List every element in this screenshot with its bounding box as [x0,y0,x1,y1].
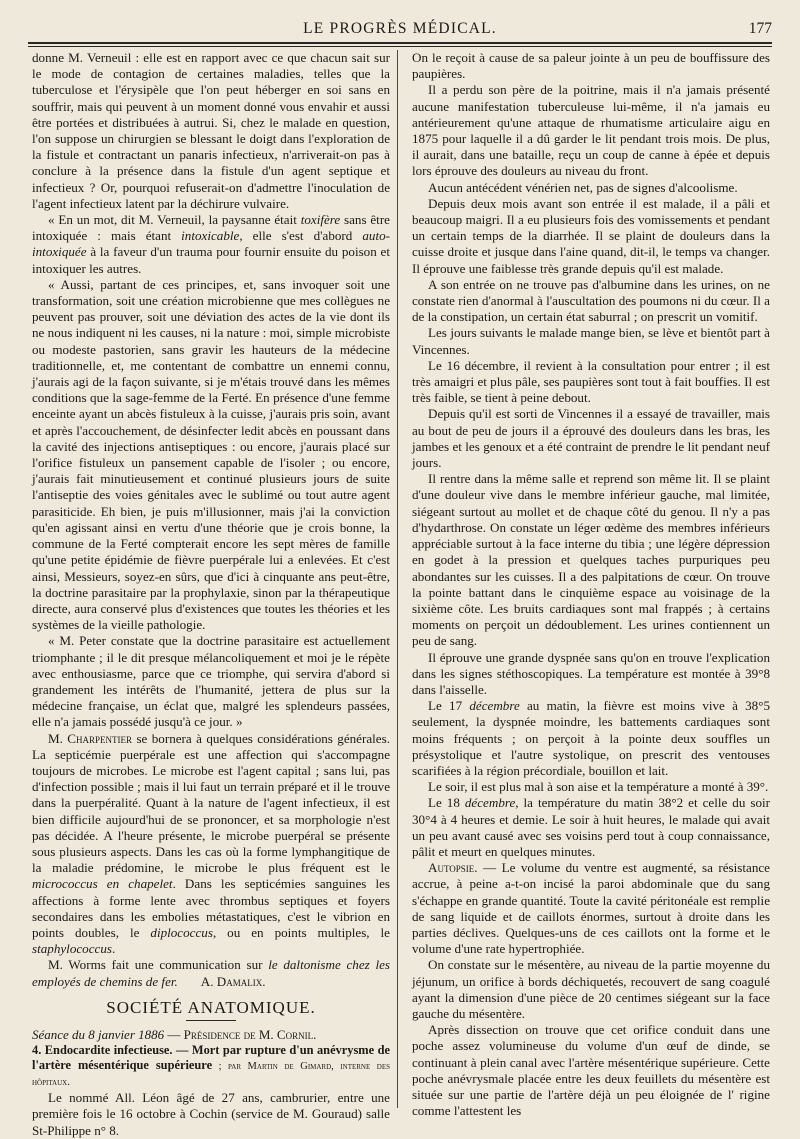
header-rule-thin [28,46,772,47]
paragraph: Après dissection on trouve que cet orifice conduit dans une poche assez volumineuse du volume d'un œuf de dinde, se continuant à plein canal avec l'artère mésentérique supérieure. Cette poche anévrysmale placée entre les deux feuillets du mésentère est située sur une partie de l'artère déjà un peu éloignée de l' rigine comme l'attestent les [412,1022,770,1119]
text: sans être intoxiquée : mais étant [32,212,390,244]
seance-line [32,1027,390,1043]
paragraph: Depuis deux mois avant son entrée il est malade, il a pâli et beaucoup maigri. Il a eu plusieurs fois des vomissements et pendant un certain temps de la diarrhée. Il se plaint de douleurs dans la cuisse droite et jusque dans l'aine quand, dit-il, le temps va changer. Il éprouve une faiblesse très grande depuis qu'il est malade. [412,195,770,276]
text: à la faveur d'un trauma pour fournir ensuite du poison et intoxiquer les autres. [32,244,390,276]
emphasis: micrococcus en chapelet [32,876,173,892]
emphasis: décembre [469,698,520,714]
emphasis: le daltonisme chez les employés de chemins de fer. [32,957,391,989]
paragraph: « M. Peter constate que la doctrine parasitaire est actuellement triomphante ; il le dit presque mélancoliquement et moi je le répète avec enthousiasme, parce que ce triomphe, qui servira d'abord si grandement les intérêts de l'humanité, jettera de plus sur la médecine française, un éclat que, malgré les splendeurs passées, elle n'a jamais possédé jusqu'à ce jour. » [32,633,390,730]
paragraph [32,731,390,958]
paragraph: Le nommé All. Léon âgé de 27 ans, cambrurier, entre une première fois le 16 octobre à Cochin (service de M. Gouraud) salle St-Philippe n° 8. [32,1090,390,1138]
paragraph [32,957,390,989]
text: . Dans les septicémies sanguines les affections à forme lente avec thrombus septiques et foyers secondaires dans les embolies métastatiques, c'est le vibrion en points doubles, le [32,876,390,940]
paragraph [412,860,770,957]
text: « En un mot, dit M. Verneuil, la paysanne était [48,212,301,228]
article-author: ; par Martin de Gimard, interne des hôpitaux. [32,1061,390,1089]
speaker-name: M. Charpentier [48,730,133,746]
right-column [412,50,771,1119]
article-heading [32,1043,390,1090]
emphasis: auto-intoxiquée [32,228,390,260]
column-divider [397,50,398,1108]
section-label: Autopsie. [428,860,478,876]
paragraph: Le soir, il est plus mal à son aise et la température a monté à 39°. [428,779,769,795]
text: — Le volume du ventre est augmenté, sa résistance accrue, à peine a-t-on incisé la paroi abdominale que du sang s'échappe en grande quantité. Toute la cavité péritonéale est remplie de sang liquide et de caillots énormes, surtout à droite dans les parties déclives. Quelques-uns de ces caillots ont la forme et le volume d'une rate hypertrophiée. [412,860,770,957]
running-head [28,20,772,40]
emphasis: décembre [464,795,516,811]
text: M. Worms fait une communication sur [48,957,269,973]
paragraph: Il éprouve une grande dyspnée sans qu'on en trouve l'explication dans les signes stéthoscopiques. La température est montée à 39°8 dans l'aisselle. [412,649,770,697]
emphasis: toxifère [300,212,341,228]
text: au matin, la fièvre est moins vive à 38°5 seulement, la dyspnée moindre, les battements cardiaques sont moins fréquents ; on perçoit à la pointe deux souffles un présystolique et l'autre systolique, on prescrit des ventouses scarifiées à la région précordiale, bouillon et lait. [412,698,770,778]
paragraph: donne M. Verneuil : elle est en rapport avec ce que chacun sait sur le mode de contagion de certaines maladies, telles que la tuberculose et l'érysipèle que l'on peut héberger en soi sans en souffrir, mais qui peuvent à un moment donné vous envahir et aussi être portées et distribuées à autrui. Si, chez le malade en question, l'on suppose un chirurgien se blessant le doigt dans l'exploration de la fistule et contractant un panaris infectieux, n'arriverait-on pas à conclure à la présence dans la fistule d'un agent septique et infectieux ? Or, pourquoi refuserait-on d'admettre l'inoculation de l'agent infectieux latent par la déchirure vulvaire. [32,50,390,211]
section-heading: SOCIÉTÉ ANATOMIQUE. [106,997,316,1017]
emphasis: intoxicable [181,228,240,244]
paragraph [412,795,770,860]
signature: A. Damalix. [200,973,266,989]
paragraph: Il rentre dans la même salle et reprend son même lit. Il se plaint d'une douleur vive dans le membre inférieur gauche, mal limitée, siégeant surtout au mollet et de chaque côté du genou. Il n'y a pas d'hydarthrose. On constate un léger œdème des membres inférieurs appréciable surtout à la face interne du tibia ; une légère dépression en godet à la pression et quelques taches purpuriques peu abondantes sur les cuisses. Il a des palpitations de cœur. On trouve la pointe battant dans le cinquième espace au voisinage de la sixième côte. Les bruits cardiaques sont mal frappés ; à certains moments on perçoit un dédoublement. Les urines contiennent un peu de sang. [412,471,770,649]
text: , ou en points multiples, le [212,924,390,940]
paragraph: Aucun antécédent vénérien net, pas de signes d'alcoolisme. [428,179,738,195]
paragraph [32,212,390,277]
paragraph: « Aussi, partant de ces principes, et, sans invoquer soit une transformation, soit une création microbienne que mes collègues ne peuvent pas prouver, soit une déviation des actes de la vie dont ils ne nous indiquent ni les causes, ni la nature : moi, simple microbiste ou modeste pastorien, sans gravir les hauteurs de la médecine traditionnelle, et, me contentant de combattre un ennemi connu, j'aurais agi de la façon suivante, si je m'étais trouvé dans les mêmes conditions que la sage-femme de la Ferté. En présence d'une femme enceinte ayant un abcès fistuleux à la cuisse, j'aurais pris soin, avant et après l'accouchement, de désinfecter ledit abcès en poussant dans la cavité des injections antiseptiques : ou encore, j'aurais placé sur l'orifice fistuleux un pansement capable de l'isoler ; ou encore, j'aurais fait minutieusement et continué plusieurs jours de suite l'antiseptie des voies génitales avec le sublimé ou tout autre agent parasiticide. Eh bien, je puis m'illusionner, mais j'ai la conviction qu'en agissant ainsi en vertu d'une théorie que je crois bonne, la commune de la Ferté compterait encore les sept mères de famille qu'une petite épidémie de fièvre puerpérale lui a enlevées. Et c'est ainsi, Messieurs, soyez-en sûrs, que d'ici à cinquante ans peut-être, la doctrine parasitaire par la prophylaxie, sinon par la thérapeutique directe, aura conservé plus d'existences que toutes les théories et les systèmes de la vieille pathologie. [32,276,390,633]
paragraph: On constate sur le mésentère, au niveau de la partie moyenne du jéjunum, un orifice à bords déchiquetés, recouvert de sang coagulé ayant la dimension d'une pièce de 20 centimes siégeant sur la face gauche du mésentère. [412,957,770,1021]
text: , la température du matin 38°2 et celle du soir 30°4 à 4 heures et demie. Le soir à huit heures, le malade qui avait un peu avant causé avec ses voisins perd tout à coup connaissance, pâlit et meurt en quelques minutes. [412,795,771,859]
text: . [112,941,116,957]
text: Le 17 [428,698,470,714]
emphasis: staphylococcus [32,941,112,957]
text: se bornera à quelques considérations générales. La septicémie puerpérale est une affection qui s'accompagne toujours de microbes. Le microbe est l'agent capital ; sans lui, pas d'infection possible ; mais il lui faut un terrain préparé et il le trouve dans la puerpéralité. Quant à la nature de l'agent infectieux, il est bien difficile aujourd'hui de se prononcer, et sa morphologie n'est pas décidée. A l'heure présente, le microbe puerpéral se présente sous plusieurs aspects. Dans les cas où la forme lymphangitique de la maladie prédomine, le microbe le plus fréquent est le [32,730,390,876]
emphasis: diplococcus [150,924,213,940]
paragraph: Il a perdu son père de la poitrine, mais il n'a jamais présenté aucune manifestation tuberculeuse lui-même, il n'a jamais eu antérieurement qu'une attaque de rhumatisme articulaire aigu en 1875 pour laquelle il a dû garder le lit pendant trois mois. De plus, il aurait, dans une bataille, reçu un coup de canne à épée et depuis lors éprouve des douleurs au niveau du front. [412,82,770,179]
paragraph [412,698,770,779]
article-title: 4. Endocardite infectieuse. — Mort par rupture d'un anévrysme de l'artère mésentérique supérieure [32,1043,390,1073]
paragraph: Les jours suivants le malade mange bien, se lève et bientôt part à Vincennes. [412,325,770,357]
left-column [32,50,391,1138]
paragraph: On le reçoit à cause de sa paleur jointe à un peu de bouffissure des paupières. [412,50,770,82]
section-rule [186,1020,236,1021]
text: , elle s'est d'abord [239,228,363,244]
text: Le 18 [428,795,465,811]
presidence: — Présidence de M. Cornil. [164,1026,317,1042]
paragraph: Le 16 décembre, il revient à la consultation pour entrer ; il est très amaigri et plus pâle, ses paupières sont tout à fait bouffies. Il est très faible, se tient à peine debout. [412,357,770,406]
journal-title: LE PROGRÈS MÉDICAL. [303,20,497,37]
seance-date: Séance du 8 janvier 1886 [32,1026,165,1042]
header-rule-thick [28,42,772,44]
paragraph: A son entrée on ne trouve pas d'albumine dans les urines, on ne constate rien d'anormal à l'auscultation des poumons ni du cœur. Il a de la constipation, un certain état saburral ; on prescrit un vomitif. [412,276,770,325]
paragraph: Depuis qu'il est sorti de Vincennes il a essayé de travailler, mais au bout de peu de jours il a éprouvé des douleurs dans les bras, les jambes et les genoux et a été contraint de prendre le lit pendant neuf jours. [412,406,770,471]
page-number: 177 [748,20,772,37]
